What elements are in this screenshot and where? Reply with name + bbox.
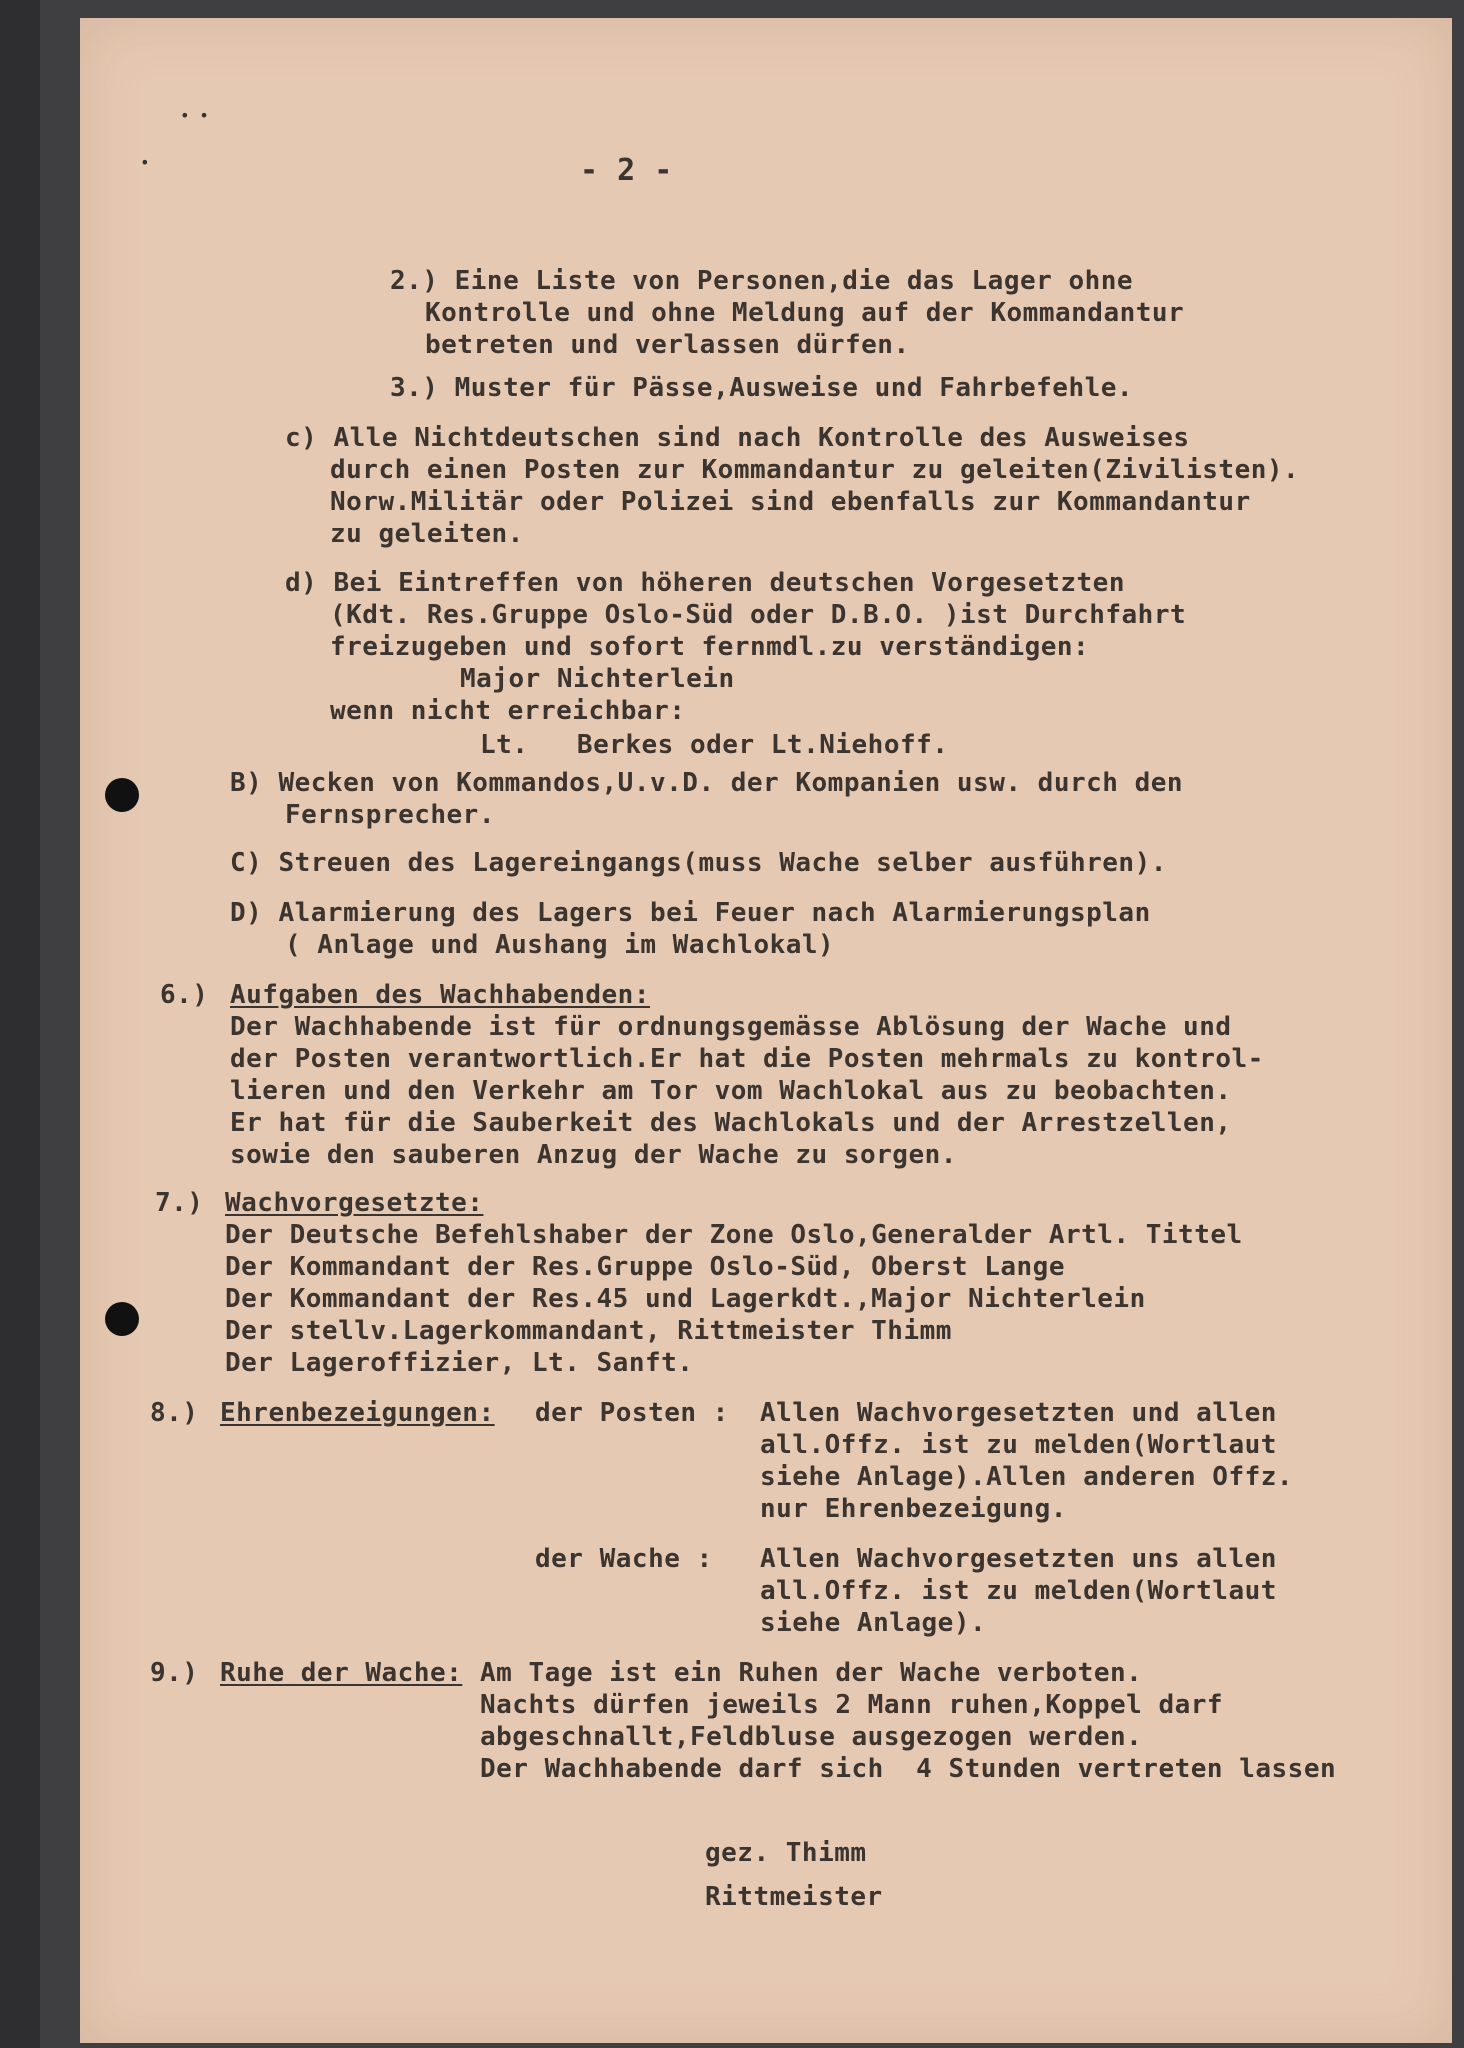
margin-mark: • • xyxy=(180,106,209,125)
section-number: 8.) xyxy=(150,1398,199,1428)
section-line: Nachts dürfen jeweils 2 Mann ruhen,Koppel darf xyxy=(480,1690,1224,1720)
section-line: Der stellv.Lagerkommandant, Rittmeister Thimm xyxy=(225,1316,952,1346)
signature-name: gez. Thimm xyxy=(705,1838,867,1868)
honors-line: siehe Anlage).Allen anderen Offz. xyxy=(760,1462,1294,1492)
list-item-line: 3.) Muster für Pässe,Ausweise und Fahrbefehle. xyxy=(390,373,1134,403)
section-line: Der Wachhabende ist für ordnungsgemässe Ablösung der Wache und xyxy=(230,1012,1232,1042)
section-heading: Ehrenbezeigungen: xyxy=(220,1398,495,1428)
honors-line: all.Offz. ist zu melden(Wortlaut xyxy=(760,1576,1277,1606)
section-heading: Wachvorgesetzte: xyxy=(225,1188,484,1218)
section-line: Der Deutsche Befehlshaber der Zone Oslo,Generalder Artl. Tittel xyxy=(225,1220,1243,1250)
document-page xyxy=(80,18,1452,2043)
section-line: Der Kommandant der Res.45 und Lagerkdt.,Major Nichterlein xyxy=(225,1284,1146,1314)
section-line: der Posten verantwortlich.Er hat die Posten mehrmals zu kontrol- xyxy=(230,1044,1264,1074)
section-line: Der Kommandant der Res.Gruppe Oslo-Süd, Oberst Lange xyxy=(225,1252,1065,1282)
paragraph-D-line: ( Anlage und Aushang im Wachlokal) xyxy=(285,930,835,960)
section-line: sowie den sauberen Anzug der Wache zu sorgen. xyxy=(230,1140,957,1170)
honors-label: der Wache : xyxy=(535,1544,713,1574)
section-line: Am Tage ist ein Ruhen der Wache verboten. xyxy=(480,1658,1143,1688)
honors-line: all.Offz. ist zu melden(Wortlaut xyxy=(760,1430,1277,1460)
honors-line: siehe Anlage). xyxy=(760,1608,987,1638)
paragraph-B-line: B) Wecken von Kommandos,U.v.D. der Kompanien usw. durch den xyxy=(230,768,1184,798)
paragraph-d-line: Major Nichterlein xyxy=(460,664,735,694)
section-heading: Aufgaben des Wachhabenden: xyxy=(230,980,650,1010)
page-number: - 2 - xyxy=(580,153,673,188)
section-number: 6.) xyxy=(160,980,209,1010)
honors-line: nur Ehrenbezeigung. xyxy=(760,1494,1067,1524)
paragraph-c-line: Norw.Militär oder Polizei sind ebenfalls zur Kommandantur xyxy=(330,487,1251,517)
paragraph-C-line: C) Streuen des Lagereingangs(muss Wache selber ausführen). xyxy=(230,848,1167,878)
section-line: Der Wachhabende darf sich 4 Stunden vertreten lassen xyxy=(480,1754,1337,1784)
list-item-line: betreten und verlassen dürfen. xyxy=(425,330,910,360)
section-line: lieren und den Verkehr am Tor vom Wachlokal aus zu beobachten. xyxy=(230,1076,1232,1106)
margin-mark: • xyxy=(140,153,150,172)
list-item-line: Kontrolle und ohne Meldung auf der Kommandantur xyxy=(425,298,1185,328)
paragraph-d-line: Lt. Berkes oder Lt.Niehoff. xyxy=(480,730,949,760)
paragraph-d-line: d) Bei Eintreffen von höheren deutschen Vorgesetzten xyxy=(285,568,1125,598)
paragraph-d-line: (Kdt. Res.Gruppe Oslo-Süd oder D.B.O. )ist Durchfahrt xyxy=(330,600,1187,630)
paragraph-c-line: durch einen Posten zur Kommandantur zu geleiten(Zivilisten). xyxy=(330,455,1300,485)
section-number: 7.) xyxy=(155,1188,204,1218)
paragraph-d-line: freizugeben und sofort fernmdl.zu verständigen: xyxy=(330,632,1090,662)
honors-line: Allen Wachvorgesetzten uns allen xyxy=(760,1544,1277,1574)
paragraph-B-line: Fernsprecher. xyxy=(285,800,495,830)
paragraph-D-line: D) Alarmierung des Lagers bei Feuer nach Alarmierungsplan xyxy=(230,898,1151,928)
paragraph-c-line: zu geleiten. xyxy=(330,519,524,549)
paragraph-c-line: c) Alle Nichtdeutschen sind nach Kontrolle des Ausweises xyxy=(285,423,1190,453)
section-heading: Ruhe der Wache: xyxy=(220,1658,463,1688)
honors-label: der Posten : xyxy=(535,1398,729,1428)
honors-line: Allen Wachvorgesetzten und allen xyxy=(760,1398,1277,1428)
section-line: Der Lageroffizier, Lt. Sanft. xyxy=(225,1348,694,1378)
section-line: abgeschnallt,Feldbluse ausgezogen werden. xyxy=(480,1722,1143,1752)
section-number: 9.) xyxy=(150,1658,199,1688)
punch-hole xyxy=(105,1302,139,1336)
signature-rank: Rittmeister xyxy=(705,1882,883,1912)
backing-board xyxy=(0,0,40,2048)
list-item-line: 2.) Eine Liste von Personen,die das Lager ohne xyxy=(390,266,1134,296)
paragraph-d-line: wenn nicht erreichbar: xyxy=(330,696,686,726)
punch-hole xyxy=(105,778,139,812)
section-line: Er hat für die Sauberkeit des Wachlokals und der Arrestzellen, xyxy=(230,1108,1232,1138)
